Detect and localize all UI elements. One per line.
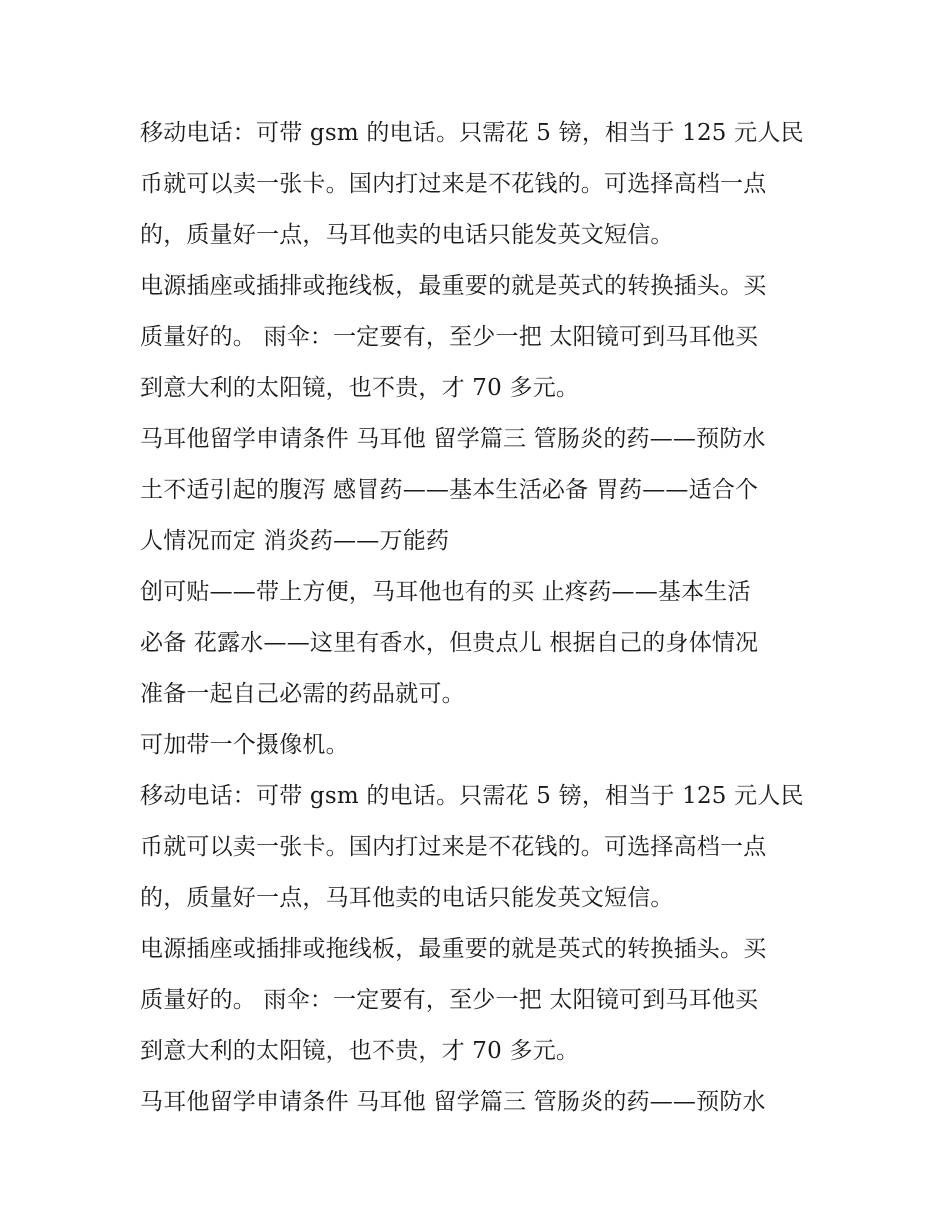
paragraph-band-aid <box>140 567 820 720</box>
text-line: 马耳他留学申请条件 马耳他 留学篇三 管肠炎的药——预防水 <box>140 1089 766 1115</box>
paragraph-mobile-phone <box>140 108 820 261</box>
text-line: 质量好的。 雨伞：一定要有，至少一把 太阳镜可到马耳他买 <box>140 987 759 1013</box>
paragraph-medicine <box>140 414 820 567</box>
document-body <box>140 108 820 1128</box>
text-line: 创可贴——带上方便，马耳他也有的买 止疼药——基本生活 <box>140 579 751 605</box>
text-line: 移动电话：可带 gsm 的电话。只需花 5 镑，相当于 125 元人民 <box>140 120 804 146</box>
text-line: 到意大利的太阳镜，也不贵，才 70 多元。 <box>140 1038 580 1064</box>
text-line: 必备 花露水——这里有香水，但贵点儿 根据自己的身体情况 <box>140 630 759 656</box>
text-line: 到意大利的太阳镜，也不贵，才 70 多元。 <box>140 375 580 401</box>
text-line: 土不适引起的腹泻 感冒药——基本生活必备 胃药——适合个 <box>140 477 759 503</box>
paragraph-power-socket <box>140 261 820 414</box>
text-line: 的，质量好一点，马耳他卖的电话只能发英文短信。 <box>140 885 674 911</box>
paragraph-power-socket-repeat <box>140 924 820 1077</box>
paragraph-camera <box>140 720 820 771</box>
text-line: 电源插座或插排或拖线板，最重要的就是英式的转换插头。买 <box>140 936 767 962</box>
text-line: 可加带一个摄像机。 <box>140 732 349 758</box>
text-line: 移动电话：可带 gsm 的电话。只需花 5 镑，相当于 125 元人民 <box>140 783 804 809</box>
text-line: 准备一起自己必需的药品就可。 <box>140 681 465 707</box>
text-line: 人情况而定 消炎药——万能药 <box>140 528 450 554</box>
text-line: 币就可以卖一张卡。国内打过来是不花钱的。可选择高档一点 <box>140 171 767 197</box>
paragraph-medicine-repeat <box>140 1077 820 1128</box>
text-line: 马耳他留学申请条件 马耳他 留学篇三 管肠炎的药——预防水 <box>140 426 766 452</box>
text-line: 电源插座或插排或拖线板，最重要的就是英式的转换插头。买 <box>140 273 767 299</box>
text-line: 币就可以卖一张卡。国内打过来是不花钱的。可选择高档一点 <box>140 834 767 860</box>
text-line: 质量好的。 雨伞：一定要有，至少一把 太阳镜可到马耳他买 <box>140 324 759 350</box>
text-line: 的，质量好一点，马耳他卖的电话只能发英文短信。 <box>140 222 674 248</box>
paragraph-mobile-phone-repeat <box>140 771 820 924</box>
